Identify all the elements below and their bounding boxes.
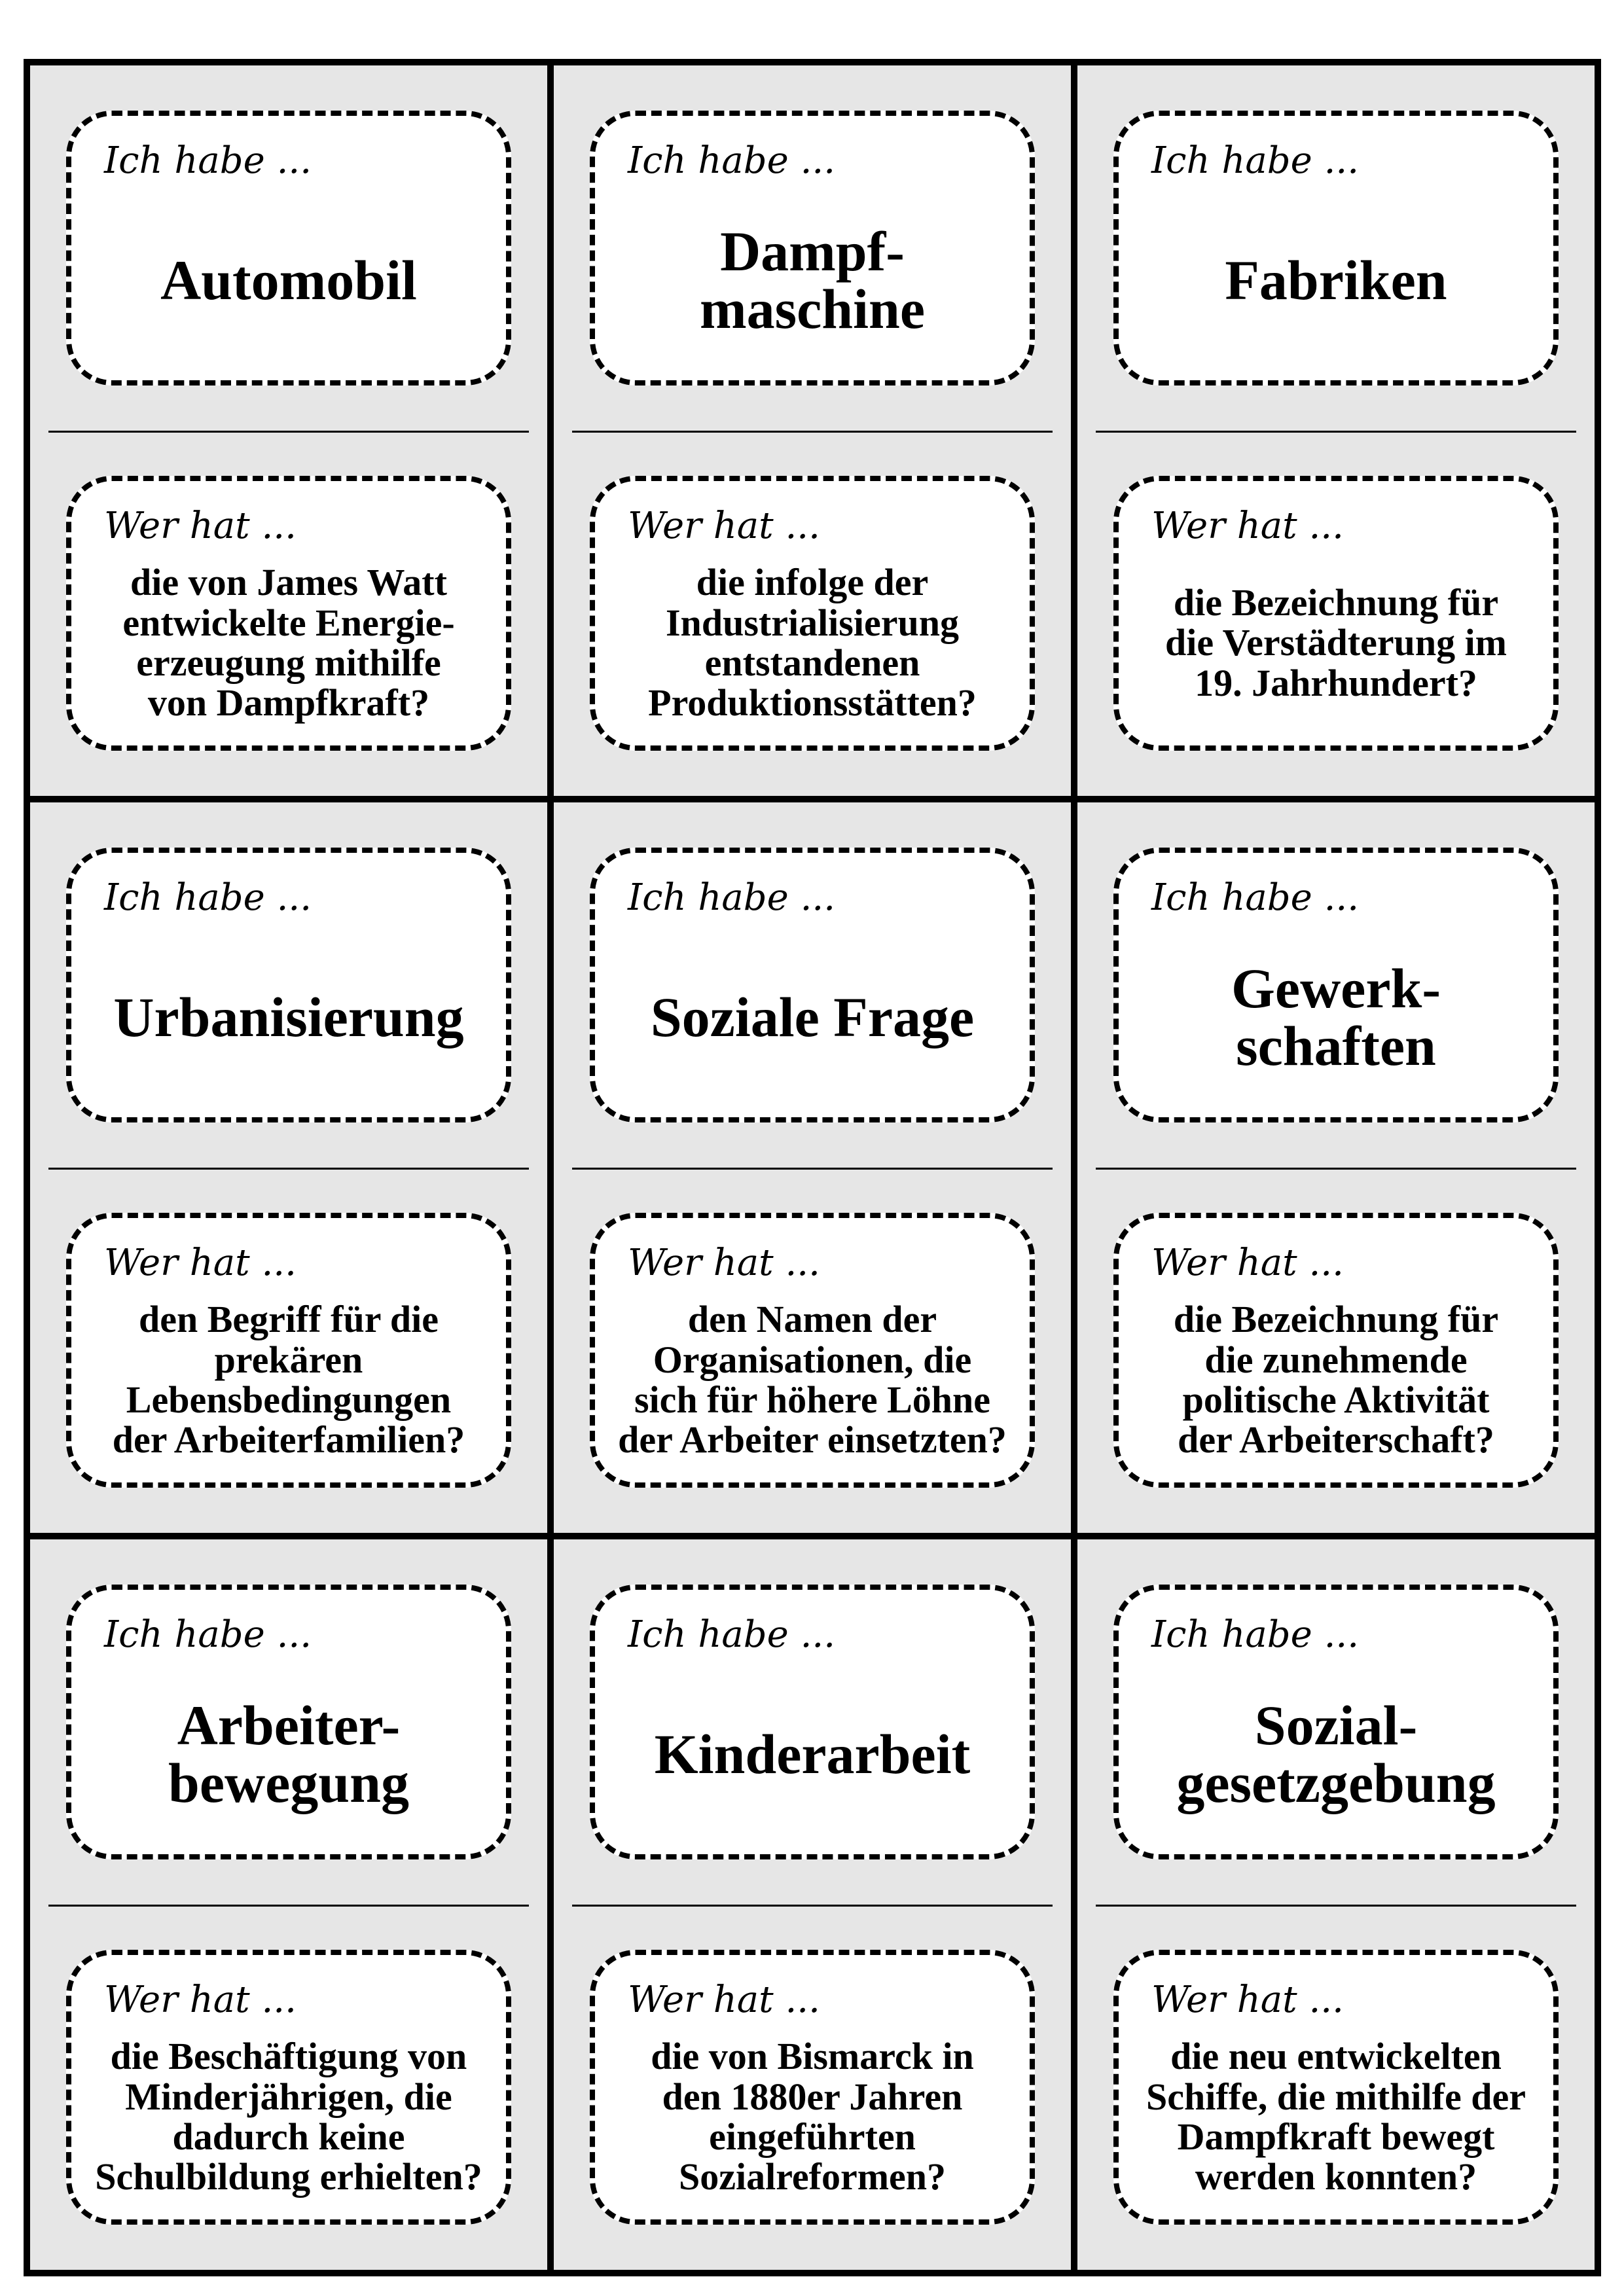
question-half [1077, 1168, 1595, 1533]
answer-term: Sozial- gesetzgebung [1176, 1694, 1496, 1814]
question-half [1077, 1905, 1595, 2270]
answer-term: Dampf- maschine [700, 220, 925, 340]
question-box [66, 1213, 511, 1488]
question-half [30, 1168, 547, 1533]
have-label: Ich habe ... [628, 1613, 835, 1656]
answer-box [590, 111, 1035, 386]
domino-card [554, 1539, 1071, 2270]
question-text: den Begriff für die prekären Lebensbedingungen der Arbeiterfamilien? [112, 1298, 465, 1462]
answer-term: Soziale Frage [650, 986, 975, 1049]
question-half [554, 1168, 1071, 1533]
answer-box [1113, 1585, 1559, 1859]
answer-half [1077, 1539, 1595, 1905]
domino-card [554, 65, 1071, 796]
domino-card [30, 65, 547, 796]
question-half [30, 431, 547, 796]
who-label: Wer hat ... [1151, 1242, 1344, 1284]
answer-box [66, 848, 511, 1122]
answer-term: Kinderarbeit [654, 1723, 971, 1786]
who-label: Wer hat ... [628, 1979, 820, 2021]
question-text: die Bezeichnung für die zunehmende politische Aktivität der Arbeiterschaft? [1173, 1298, 1499, 1462]
question-text: die von James Watt entwickelte Energie- erzeugung mithilfe von Dampfkraft? [122, 561, 455, 725]
have-label: Ich habe ... [104, 139, 312, 182]
domino-card [1077, 65, 1595, 796]
answer-box [66, 1585, 511, 1859]
domino-card [1077, 802, 1595, 1533]
who-label: Wer hat ... [104, 1242, 297, 1284]
have-label: Ich habe ... [104, 1613, 312, 1656]
who-label: Wer hat ... [1151, 505, 1344, 547]
who-label: Wer hat ... [104, 1979, 297, 2021]
question-half [554, 1905, 1071, 2270]
question-text: die Beschäftigung von Minderjährigen, die dadurch keine Schulbildung erhielten? [95, 2035, 482, 2198]
domino-card [30, 802, 547, 1533]
answer-half [554, 65, 1071, 431]
card-sheet [24, 59, 1601, 2276]
question-half [554, 431, 1071, 796]
who-label: Wer hat ... [104, 505, 297, 547]
question-half [30, 1905, 547, 2270]
answer-box [66, 111, 511, 386]
have-label: Ich habe ... [1151, 139, 1359, 182]
question-half [1077, 431, 1595, 796]
answer-half [1077, 802, 1595, 1168]
answer-half [30, 1539, 547, 1905]
answer-term: Gewerk- schaften [1231, 957, 1441, 1077]
answer-box [1113, 848, 1559, 1122]
question-box [1113, 476, 1559, 751]
domino-card [1077, 1539, 1595, 2270]
answer-term: Urbanisierung [113, 986, 464, 1049]
question-box [66, 1950, 511, 2225]
who-label: Wer hat ... [628, 1242, 820, 1284]
answer-term: Fabriken [1225, 249, 1447, 312]
answer-term: Arbeiter- bewegung [168, 1694, 409, 1814]
have-label: Ich habe ... [1151, 876, 1359, 919]
question-text: die neu entwickelten Schiffe, die mithilfe der Dampfkraft bewegt werden konnten? [1146, 2035, 1526, 2198]
question-box [590, 1213, 1035, 1488]
have-label: Ich habe ... [628, 876, 835, 919]
answer-half [554, 1539, 1071, 1905]
answer-box [590, 1585, 1035, 1859]
answer-term: Automobil [160, 249, 417, 312]
answer-half [1077, 65, 1595, 431]
answer-half [554, 802, 1071, 1168]
question-box [590, 476, 1035, 751]
question-text: die Bezeichnung für die Verstädterung im 19. Jahrhundert? [1165, 581, 1507, 704]
answer-box [590, 848, 1035, 1122]
question-box [1113, 1950, 1559, 2225]
question-text: den Namen der Organisationen, die sich für höhere Löhne der Arbeiter einsetzten? [618, 1298, 1007, 1462]
domino-card [30, 1539, 547, 2270]
question-box [1113, 1213, 1559, 1488]
have-label: Ich habe ... [628, 139, 835, 182]
answer-box [1113, 111, 1559, 386]
domino-card [554, 802, 1071, 1533]
question-box [590, 1950, 1035, 2225]
have-label: Ich habe ... [104, 876, 312, 919]
question-text: die infolge der Industrialisierung entstandenen Produktionsstätten? [648, 561, 977, 725]
who-label: Wer hat ... [1151, 1979, 1344, 2021]
question-text: die von Bismarck in den 1880er Jahren eingeführten Sozialreformen? [651, 2035, 974, 2198]
question-box [66, 476, 511, 751]
answer-half [30, 65, 547, 431]
who-label: Wer hat ... [628, 505, 820, 547]
have-label: Ich habe ... [1151, 1613, 1359, 1656]
answer-half [30, 802, 547, 1168]
